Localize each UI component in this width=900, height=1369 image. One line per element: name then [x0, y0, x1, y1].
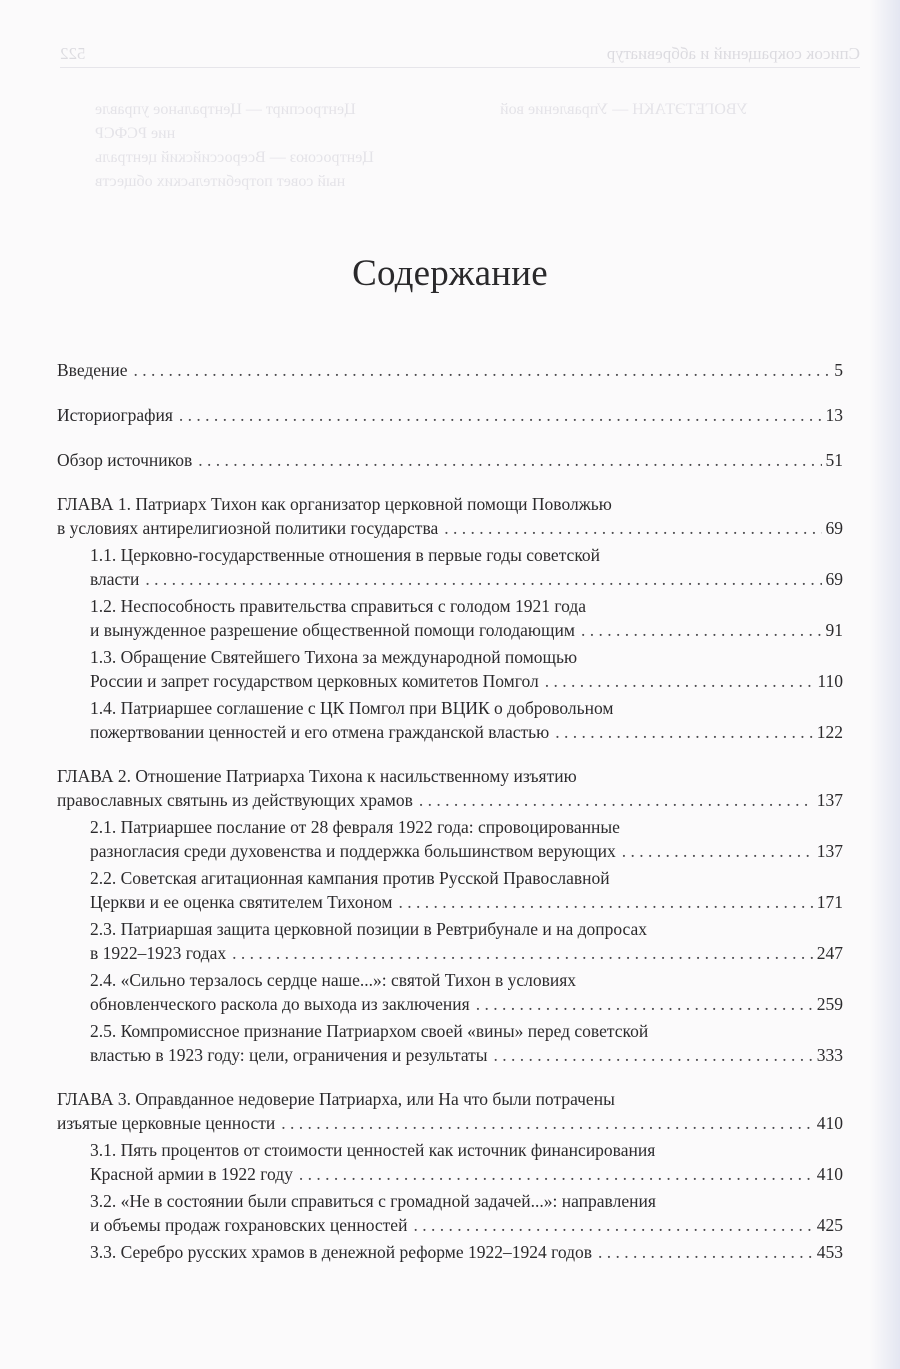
dot-leader [198, 448, 821, 472]
toc-entry-sources-review[interactable] [57, 448, 843, 472]
toc-section-title-line: властью в 1923 году: цели, ограничения и результаты [90, 1045, 488, 1065]
dot-leader [476, 992, 813, 1016]
toc-section-title-line: в 1922–1923 годах [90, 943, 227, 963]
toc-entry-title: Введение [57, 360, 128, 380]
toc-section-title-line: 1.4. Патриаршее соглашение с ЦК Помгол при ВЦИК о добровольном [90, 698, 614, 718]
dot-leader [299, 1162, 813, 1186]
toc-section-title-line: 1.1. Церковно-государственные отношения в первые годы советской [90, 545, 601, 565]
toc-section-title-line: 2.3. Патриаршая защита церковной позиции в Ревтрибунале и на допросах [90, 919, 648, 939]
table-of-contents [57, 358, 843, 1264]
dot-leader [145, 567, 821, 591]
toc-section-title-line: 1.3. Обращение Святейшего Тихона за международной помощью [90, 647, 578, 667]
toc-page-number: 425 [816, 1215, 843, 1235]
page-title: Содержание [352, 253, 548, 294]
toc-section-1-1[interactable] [57, 543, 843, 591]
bleed-through-text: ный совет потребительских обществ [95, 173, 346, 190]
dot-leader [398, 890, 812, 914]
dot-leader [419, 788, 813, 812]
bleed-through-text: УВОГЕТЭТАКН — Управление вой [500, 101, 748, 118]
toc-page-number: 453 [816, 1242, 843, 1262]
dot-leader [581, 618, 822, 642]
dot-leader [622, 839, 813, 863]
toc-page-number: 110 [817, 671, 843, 691]
toc-section-title-line: 3.3. Серебро русских храмов в денежной реформе 1922–1924 годов [90, 1242, 593, 1262]
toc-page-number: 91 [825, 620, 843, 640]
toc-entry-title: Обзор источников [57, 450, 193, 470]
toc-section-2-4[interactable] [57, 968, 843, 1016]
toc-section-3-3[interactable] [57, 1240, 843, 1264]
toc-section-2-3[interactable] [57, 917, 843, 965]
toc-section-title-line: 3.2. «Не в состоянии были справиться с громадной задачей...»: направления [90, 1191, 656, 1211]
dot-leader [232, 941, 813, 965]
toc-section-title-line: 2.4. «Сильно терзалось сердце наше...»: святой Тихон в условиях [90, 970, 577, 990]
toc-section-1-4[interactable] [57, 696, 843, 744]
toc-section-2-5[interactable] [57, 1019, 843, 1067]
bleed-through-header-title: Список сокращений и аббревиатур [606, 44, 860, 63]
dot-leader [134, 358, 831, 382]
toc-chapter-title-line: изъятые церковные ценности [57, 1113, 276, 1133]
dot-leader [494, 1043, 813, 1067]
toc-page-number: 69 [825, 569, 843, 589]
bleed-through-page-number: 522 [60, 44, 86, 63]
toc-page-number: 69 [825, 518, 843, 538]
toc-section-3-2[interactable] [57, 1189, 843, 1237]
toc-entry-title: Историография [57, 405, 173, 425]
toc-page-number: 137 [816, 790, 843, 810]
toc-chapter-title-line: ГЛАВА 2. Отношение Патриарха Тихона к насильственному изъятию [57, 766, 577, 786]
toc-section-title-line: Красной армии в 1922 году [90, 1164, 293, 1184]
toc-section-title-line: 1.2. Неспособность правительства справиться с голодом 1921 года [90, 596, 587, 616]
toc-section-title-line: пожертвовании ценностей и его отмена гражданской властью [90, 722, 550, 742]
toc-section-3-1[interactable] [57, 1138, 843, 1186]
toc-section-title-line: Церкви и ее оценка святителем Тихоном [90, 892, 393, 912]
toc-chapter-2[interactable] [57, 764, 843, 812]
toc-page-number: 137 [816, 841, 843, 861]
toc-page-number: 410 [816, 1164, 843, 1184]
toc-page-number: 5 [834, 360, 843, 380]
bleed-through-header [60, 44, 860, 66]
bleed-through-text: Центросоюз — Всероссийский централь [95, 149, 374, 166]
toc-section-title-line: обновленческого раскола до выхода из заключения [90, 994, 470, 1014]
toc-page-number: 122 [816, 722, 843, 742]
toc-section-title-line: и объемы продаж гохрановских ценностей [90, 1215, 408, 1235]
toc-section-title-line: и вынужденное разрешение общественной помощи голодающим [90, 620, 575, 640]
toc-chapter-title-line: православных святынь из действующих храмов [57, 790, 413, 810]
toc-chapter-1[interactable] [57, 492, 843, 540]
bleed-through-rule [60, 67, 860, 68]
toc-chapter-title-line: ГЛАВА 1. Патриарх Тихон как организатор церковной помощи Поволжью [57, 494, 612, 514]
toc-entry-introduction[interactable] [57, 358, 843, 382]
toc-chapter-title-line: ГЛАВА 3. Оправданное недоверие Патриарха, или На что были потрачены [57, 1089, 615, 1109]
toc-section-1-2[interactable] [57, 594, 843, 642]
toc-page-number: 333 [816, 1045, 843, 1065]
toc-page-number: 247 [816, 943, 843, 963]
toc-section-title-line: России и запрет государством церковных комитетов Помгол [90, 671, 539, 691]
toc-section-title-line: 2.2. Советская агитационная кампания против Русской Православной [90, 868, 610, 888]
toc-section-title-line: разногласия среди духовенства и поддержка большинством верующих [90, 841, 616, 861]
toc-page-number: 171 [816, 892, 843, 912]
bleed-through-text: Центроспирт — Центральное управле [95, 101, 356, 118]
dot-leader [444, 516, 821, 540]
toc-page-number: 259 [816, 994, 843, 1014]
toc-section-title-line: власти [90, 569, 140, 589]
toc-entry-historiography[interactable] [57, 403, 843, 427]
dot-leader [545, 669, 814, 693]
bleed-through-text: ние РСФСР [95, 125, 176, 142]
toc-section-2-2[interactable] [57, 866, 843, 914]
dot-leader [555, 720, 813, 744]
dot-leader [281, 1111, 813, 1135]
toc-section-1-3[interactable] [57, 645, 843, 693]
toc-chapter-title-line: в условиях антирелигиозной политики государства [57, 518, 439, 538]
toc-page-number: 410 [816, 1113, 843, 1133]
toc-chapter-3[interactable] [57, 1087, 843, 1135]
dot-leader [413, 1213, 812, 1237]
toc-section-title-line: 2.1. Патриаршее послание от 28 февраля 1922 года: спровоцированные [90, 817, 620, 837]
toc-page-number: 13 [825, 405, 843, 425]
toc-section-2-1[interactable] [57, 815, 843, 863]
dot-leader [179, 403, 822, 427]
scan-edge-shading [870, 0, 900, 1369]
toc-section-title-line: 3.1. Пять процентов от стоимости ценностей как источник финансирования [90, 1140, 656, 1160]
dot-leader [598, 1240, 813, 1264]
toc-page-number: 51 [825, 450, 843, 470]
toc-section-title-line: 2.5. Компромиссное признание Патриархом своей «вины» перед советской [90, 1021, 649, 1041]
